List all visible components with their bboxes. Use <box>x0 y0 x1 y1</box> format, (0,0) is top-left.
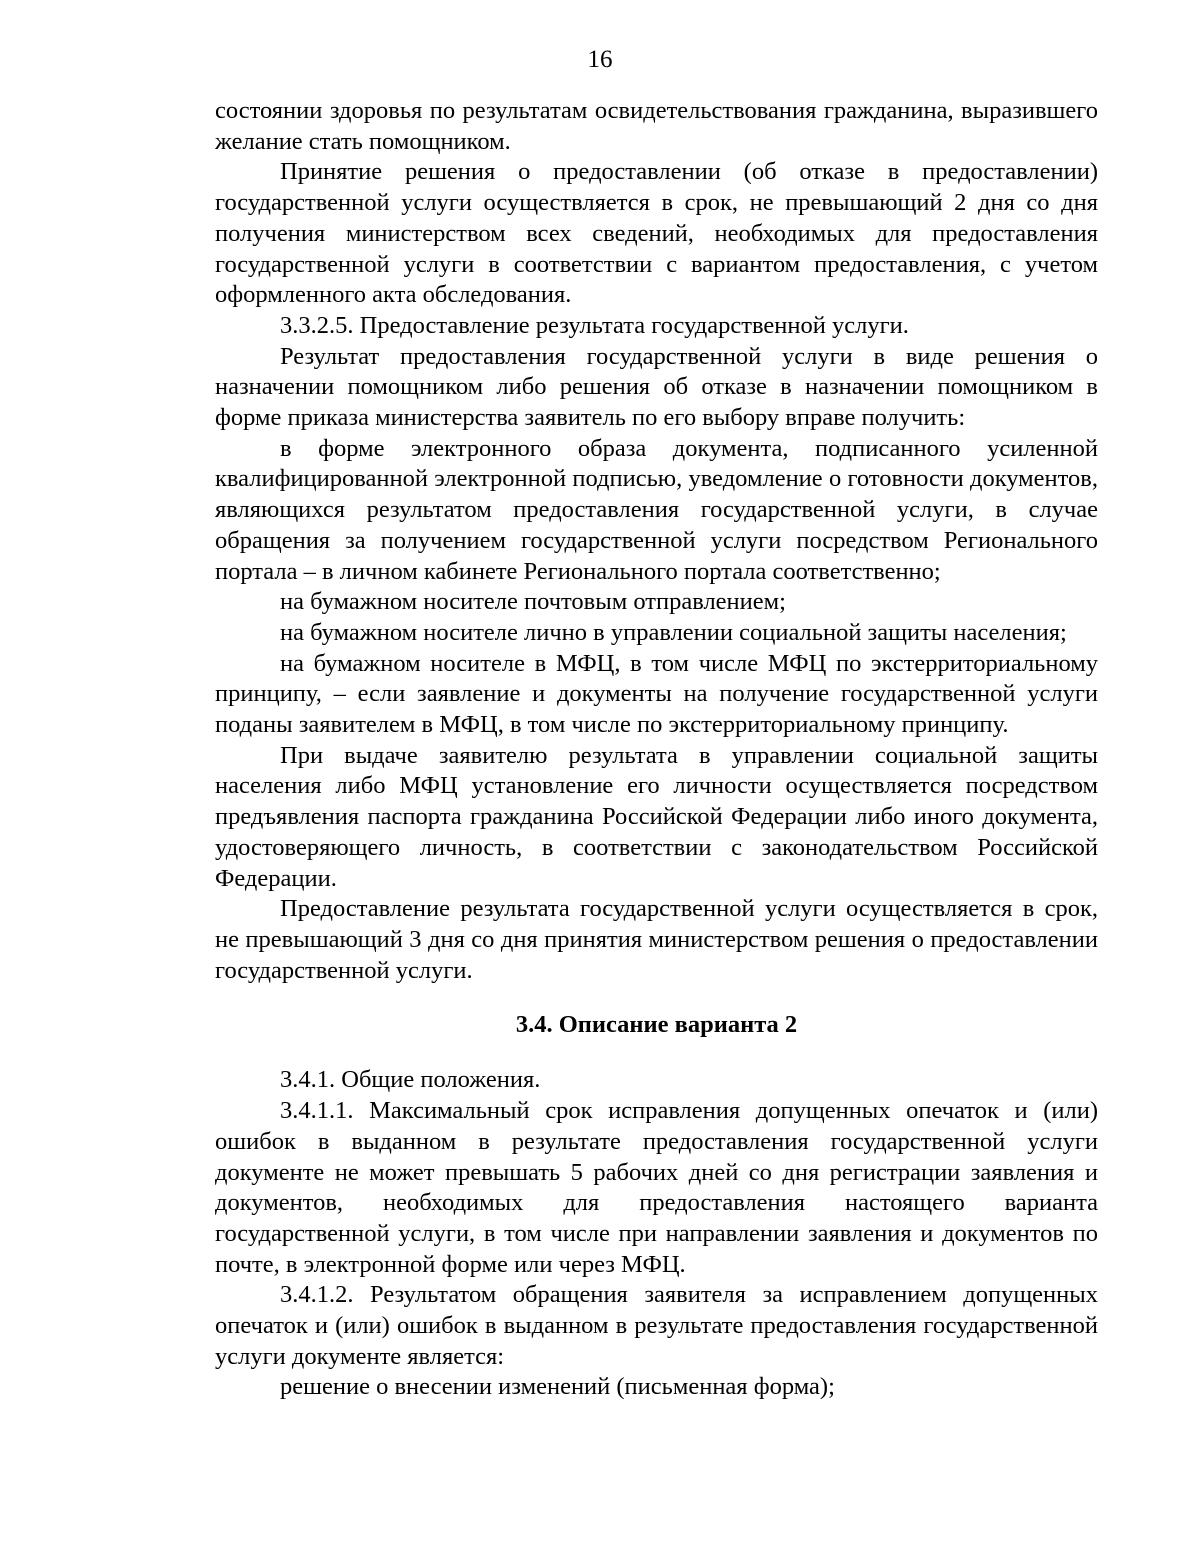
paragraph: на бумажном носителе лично в управлении социальной защиты населения; <box>280 618 1067 646</box>
paragraph: Предоставление результата государственной услуги осуществляется в срок, не превышающий 3 дня со дня принятия министерством решения о предоставлении государственной услуги. <box>215 895 1098 984</box>
paragraph: на бумажном носителе в МФЦ, в том числе МФЦ по экстерриториальному принципу, – если заявление и документы на получение государственной услуги поданы заявителем в МФЦ, в том числе по экстерриториальному принципу. <box>215 649 1098 739</box>
paragraph: 3.4.1.2. Результатом обращения заявителя за исправлением допущенных опечаток и (или) ошибок в выданном в результате предоставления государственной услуги документе является: <box>215 1281 1098 1370</box>
paragraph: При выдаче заявителю результата в управлении социальной защиты населения либо МФЦ установление его личности осуществляется посредством предъявления паспорта гражданина Российской Федерации либо иного документа, удостоверяющего личность, в соответствии с законодательством Российской Федерации. <box>215 741 1098 892</box>
paragraph: состоянии здоровья по результатам освидетельствования гражданина, выразившего желание стать помощником. <box>215 97 1098 155</box>
paragraph: в форме электронного образа документа, подписанного усиленной квалифицированной электронной подписью, уведомление о готовности документов, являющихся результатом предоставления государственной услуги, в случае обращения за получением государственной услуги посредством Регионального портала – в личном кабинете Регионального портала соответственно; <box>215 434 1098 585</box>
paragraph: на бумажном носителе почтовым отправлением; <box>280 588 786 616</box>
paragraph: Принятие решения о предоставлении (об отказе в предоставлении) государственной услуги осуществляется в срок, не превышающий 2 дня со дня получения министерством всех сведений, необходимых для предоставления государственной услуги в соответствии с вариантом предоставления, с учетом оформленного акта обследования. <box>215 158 1098 309</box>
section-heading: 3.4. Описание варианта 2 <box>515 1011 798 1039</box>
paragraph: решение о внесении изменений (письменная форма); <box>280 1373 835 1401</box>
paragraph: 3.4.1. Общие положения. <box>280 1066 541 1094</box>
page-number: 16 <box>587 46 613 73</box>
paragraph: 3.4.1.1. Максимальный срок исправления допущенных опечаток и (или) ошибок в выданном в результате предоставления государственной услуги документе не может превышать 5 рабочих дней со дня регистрации заявления и документов, необходимых для предоставления настоящего варианта государственной услуги, в том числе при направлении заявления и документов по почте, в электронной форме или через МФЦ. <box>215 1097 1098 1278</box>
document-body <box>215 96 1098 1403</box>
paragraph: Результат предоставления государственной услуги в виде решения о назначении помощником либо решения об отказе в назначении помощником в форме приказа министерства заявитель по его выбору вправе получить: <box>215 342 1098 432</box>
paragraph: 3.3.2.5. Предоставление результата государственной услуги. <box>280 311 909 339</box>
